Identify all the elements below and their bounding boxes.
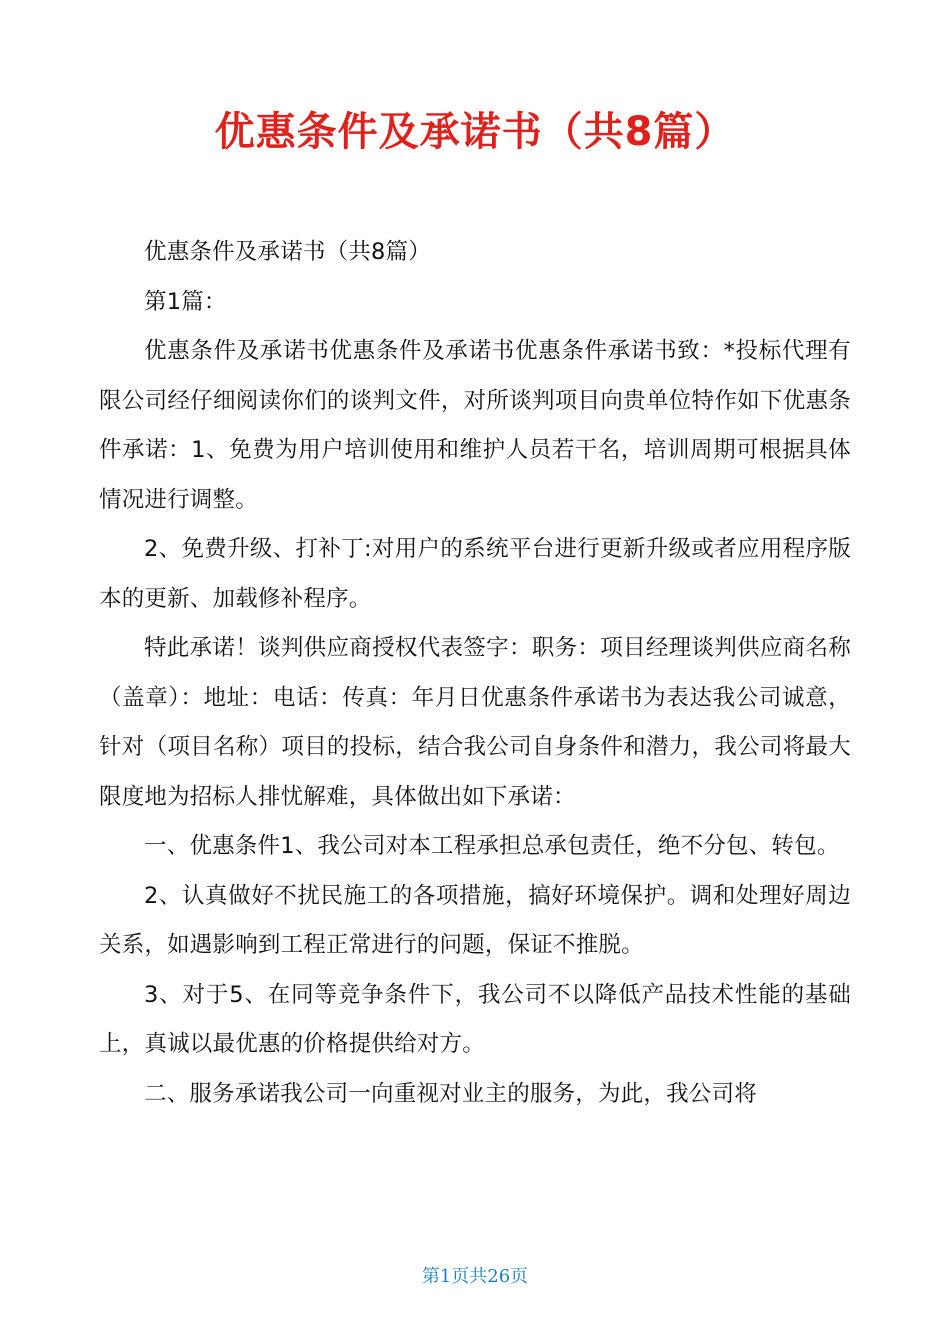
document-title: 优惠条件及承诺书（共8篇） [214,109,736,155]
paragraph: 2、免费升级、打补丁:对用户的系统平台进行更新升级或者应用程序版本的更新、加载修补程序。 [99,536,851,612]
paragraph: 一、优惠条件1、我公司对本工程承担总承包责任，绝不分包、转包。 [144,833,840,859]
paragraph: 优惠条件及承诺书优惠条件及承诺书优惠条件承诺书致：*投标代理有限公司经仔细阅读你们的谈判文件，对所谈判项目向贵单位特作如下优惠条件承诺：1、免费为用户培训使用和维护人员若干名，培训周期可根据具体情况进行调整。 [99,338,851,513]
page-number-footer: 第1页共26页 [421,1266,529,1287]
paragraph-section-label: 第1篇： [144,288,227,315]
paragraph: 特此承诺！谈判供应商授权代表签字：职务：项目经理谈判供应商名称（盖章）：地址：电话：传真：年月日优惠条件承诺书为表达我公司诚意，针对（项目名称）项目的投标，结合我公司自身条件和潜力，我公司将最大限度地为招标人排忧解难，具体做出如下承诺： [99,635,851,810]
paragraph-subtitle: 优惠条件及承诺书（共8篇） [144,239,431,265]
paragraph: 3、对于5、在同等竞争条件下，我公司不以降低产品技术性能的基础上，真诚以最优惠的价格提供给对方。 [99,981,851,1057]
document-body [99,228,851,1119]
paragraph: 2、认真做好不扰民施工的各项措施，搞好环境保护。调和处理好周边关系，如遇影响到工程正常进行的问题，保证不推脱。 [99,882,851,958]
paragraph: 二、服务承诺我公司一向重视对业主的服务，为此，我公司将 [144,1080,757,1107]
